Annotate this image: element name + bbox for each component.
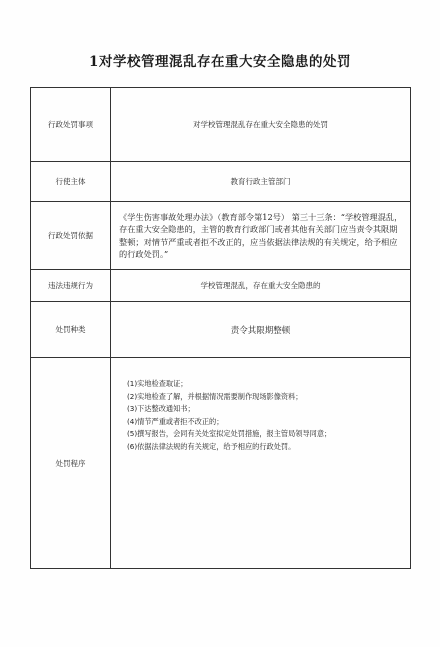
procedure-step: (3)下达整改通知书； [127,404,195,413]
procedure-step: (5)撰写报告，会同有关处室拟定处罚措施，报主管局领导同意； [127,429,332,438]
procedure-step: (1)实地检查取证； [127,379,188,388]
row-basis [31,202,411,270]
matter-label: 行政处罚事项 [31,88,111,162]
row-offense [31,270,411,302]
subject-value: 教育行政主管部门 [111,162,411,202]
subject-label: 行使主体 [31,162,111,202]
procedure-value [111,358,411,569]
basis-value: 《学生伤害事故处理办法》（教育部令第12号） 第三十三条：“学校管理混乱，存在重大安全隐患的，主管的教育行政部门或者其他有关部门应当责令其限期整顿；对情节严重或者拒不改正的，应当依据法律法规的有关规定，给予相应的行政处罚。” [111,202,411,270]
row-procedure [31,358,411,569]
basis-label: 行政处罚依据 [31,202,111,270]
offense-label: 违法违规行为 [31,270,111,302]
procedure-steps [127,378,410,453]
row-matter [31,88,411,162]
offense-value: 学校管理混乱，存在重大安全隐患的 [111,270,411,302]
document-title: 1对学校管理混乱存在重大安全隐患的处罚 [89,54,351,70]
row-penalty [31,302,411,358]
penalty-label: 处罚种类 [31,302,111,358]
procedure-step: (4)情节严重或者拒不改正的； [127,416,224,426]
procedure-label: 处罚程序 [31,358,111,569]
penalty-value: 责令其限期整顿 [111,302,411,358]
procedure-step: (6)依据法律法规的有关规定，给予相应的行政处罚。 [127,441,296,451]
penalty-table [30,87,411,569]
row-subject [31,162,411,202]
matter-value: 对学校管理混乱存在重大安全隐患的处罚 [111,88,411,162]
procedure-step: (2)实地检查了解，并根据情况需要制作现场影像资料； [127,391,303,401]
